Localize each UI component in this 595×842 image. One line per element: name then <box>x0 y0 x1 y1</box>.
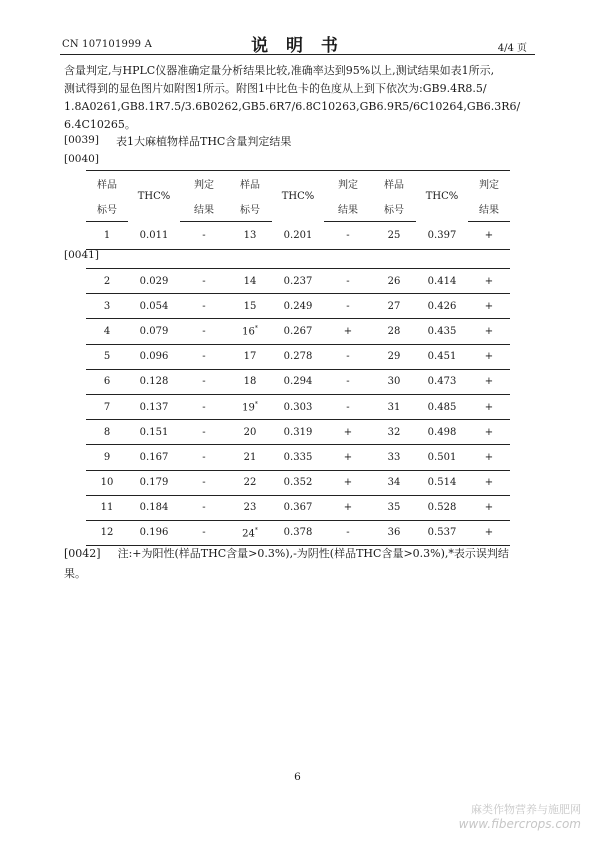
header-result: 结果 <box>468 196 510 222</box>
table-cell: 0.267 <box>272 319 324 344</box>
table-cell: - <box>324 269 372 294</box>
note-text: 果。 <box>64 567 86 580</box>
table-cell: 0.498 <box>416 420 468 445</box>
table-caption: 表1大麻植物样品THC含量判定结果 <box>116 135 292 148</box>
table-cell: 30 <box>372 369 416 394</box>
page-number: 6 <box>294 771 301 783</box>
table-cell: 0.294 <box>272 369 324 394</box>
table-cell: - <box>324 369 372 394</box>
header-sample-no: 标号 <box>86 196 128 222</box>
header-sample-no: 样品 <box>97 180 117 191</box>
header-sample-no: 样品 <box>240 180 260 191</box>
table-cell: 0.303 <box>272 394 324 419</box>
table-cell: 10 <box>86 470 128 495</box>
table-cell: + <box>468 420 510 445</box>
misjudged-marker: * <box>254 526 258 534</box>
table-cell: 18 <box>228 369 272 394</box>
table-row <box>86 394 510 419</box>
table-cell: + <box>468 319 510 344</box>
header-result: 结果 <box>324 196 372 222</box>
table-cell: - <box>324 344 372 369</box>
header-sample-no: 标号 <box>228 196 272 222</box>
table-row <box>86 294 510 319</box>
table-cell: 36 <box>372 520 416 545</box>
body-paragraph <box>64 62 534 134</box>
table-cell: 0.151 <box>128 420 180 445</box>
table-row <box>86 344 510 369</box>
table-cell: 11 <box>86 495 128 520</box>
table-cell: - <box>324 394 372 419</box>
table-cell: 20 <box>228 420 272 445</box>
header-result: 判定 <box>338 180 358 191</box>
table-cell: 0.196 <box>128 520 180 545</box>
table-row <box>86 222 510 250</box>
table-cell: 0.128 <box>128 369 180 394</box>
table-cell: + <box>324 495 372 520</box>
table-cell: 19* <box>228 394 272 419</box>
table-cell: 13 <box>243 230 257 241</box>
patent-number: CN 107101999 A <box>62 39 153 50</box>
table-cell: + <box>324 470 372 495</box>
paragraph-tag-0039: [0039] <box>64 134 99 146</box>
table-cell: 0.137 <box>128 394 180 419</box>
table-cell: 0.079 <box>128 319 180 344</box>
table-cell: 0.514 <box>416 470 468 495</box>
header-result: 判定 <box>479 180 499 191</box>
paragraph-line: 6.4C10265。 <box>64 118 136 131</box>
table-cell: 9 <box>86 445 128 470</box>
table-cell: 0.435 <box>416 319 468 344</box>
table-cell: 21 <box>228 445 272 470</box>
table-cell: 26 <box>372 269 416 294</box>
table-cell: - <box>180 445 228 470</box>
table-cell: 14 <box>228 269 272 294</box>
header-result: 判定 <box>194 180 214 191</box>
table-cell: + <box>324 319 372 344</box>
paragraph-tag-0040: [0040] <box>64 153 99 165</box>
table-cell: - <box>180 495 228 520</box>
table-cell: 31 <box>372 394 416 419</box>
table-row <box>86 445 510 470</box>
header-thc: THC% <box>281 190 315 202</box>
watermark <box>459 802 581 832</box>
table-cell: + <box>324 420 372 445</box>
table-cell: 35 <box>372 495 416 520</box>
table-cell: 15 <box>228 294 272 319</box>
table-cell: 32 <box>372 420 416 445</box>
header-thc: THC% <box>137 190 171 202</box>
table-cell: - <box>202 230 206 241</box>
misjudged-marker: * <box>254 400 258 408</box>
table-cell: 0.352 <box>272 470 324 495</box>
table-cell: 6 <box>86 369 128 394</box>
table-cell: - <box>180 319 228 344</box>
table-cell: + <box>468 269 510 294</box>
table-cell: + <box>468 344 510 369</box>
header-sample-no: 样品 <box>384 180 404 191</box>
table-cell: 0.179 <box>128 470 180 495</box>
table-cell: 0.528 <box>416 495 468 520</box>
table-cell: - <box>180 394 228 419</box>
table-cell: 0.011 <box>139 229 169 241</box>
watermark-site-name: 麻类作物营养与施肥网 <box>471 803 581 816</box>
table-cell: 8 <box>86 420 128 445</box>
document-title: 说 明 书 <box>251 36 344 56</box>
table-cell: 0.184 <box>128 495 180 520</box>
table-cell: 34 <box>372 470 416 495</box>
table-cell: - <box>180 520 228 545</box>
table-cell: - <box>346 230 350 241</box>
table-cell: 25 <box>387 230 401 241</box>
table-cell: 0.426 <box>416 294 468 319</box>
table-cell: + <box>468 470 510 495</box>
table-cell: 16* <box>228 319 272 344</box>
table-cell: 28 <box>372 319 416 344</box>
misjudged-marker: * <box>254 325 258 333</box>
table-cell: 0.096 <box>128 344 180 369</box>
table-cell: 0.237 <box>272 269 324 294</box>
table-cell: - <box>324 294 372 319</box>
table-cell: - <box>180 470 228 495</box>
table-cell: 24* <box>228 520 272 545</box>
table-cell: 0.397 <box>427 229 457 241</box>
table-cell: 17 <box>228 344 272 369</box>
table-cell: + <box>468 394 510 419</box>
results-table-continued <box>86 268 510 546</box>
results-table-head <box>86 170 510 250</box>
header-sample-no: 标号 <box>372 196 416 222</box>
table-header-row <box>86 171 510 197</box>
table-cell: 7 <box>86 394 128 419</box>
table-cell: 33 <box>372 445 416 470</box>
table-cell: + <box>468 495 510 520</box>
table-cell: 0.201 <box>283 229 313 241</box>
table-cell: 27 <box>372 294 416 319</box>
table-cell: - <box>180 344 228 369</box>
table-cell: 29 <box>372 344 416 369</box>
table-cell: 2 <box>86 269 128 294</box>
table-cell: 0.167 <box>128 445 180 470</box>
table-cell: - <box>180 420 228 445</box>
table-cell: 23 <box>228 495 272 520</box>
table-cell: 0.249 <box>272 294 324 319</box>
paragraph-line: 测试得到的显色图片如附图1所示。附图1中比色卡的色度从上到下依次为:GB9.4R8.5/ <box>64 82 487 95</box>
table-row <box>86 369 510 394</box>
table-row <box>86 269 510 294</box>
table-cell: 0.029 <box>128 269 180 294</box>
table-cell: 5 <box>86 344 128 369</box>
table-cell: 0.451 <box>416 344 468 369</box>
table-row <box>86 319 510 344</box>
table-row <box>86 470 510 495</box>
table-cell: 0.414 <box>416 269 468 294</box>
table-cell: 0.367 <box>272 495 324 520</box>
table-cell: 0.319 <box>272 420 324 445</box>
header-result: 结果 <box>180 196 228 222</box>
table-cell: + <box>468 520 510 545</box>
table-cell: 0.278 <box>272 344 324 369</box>
table-cell: 12 <box>86 520 128 545</box>
table-cell: 0.473 <box>416 369 468 394</box>
table-cell: + <box>468 445 510 470</box>
paragraph-line: 含量判定,与HPLC仪器准确定量分析结果比较,准确率达到95%以上,测试结果如表1所示, <box>64 64 495 77</box>
table-cell: - <box>180 269 228 294</box>
table-row <box>86 495 510 520</box>
table-cell: 0.054 <box>128 294 180 319</box>
table-cell: - <box>180 294 228 319</box>
paragraph-tag-0042: [0042] <box>64 547 101 560</box>
table-cell: 3 <box>86 294 128 319</box>
table-cell: 0.501 <box>416 445 468 470</box>
table-cell: 1 <box>103 230 111 241</box>
note-text: 注:+为阳性(样品THC含量>0.3%),-为阴性(样品THC含量>0.3%),*表示误判结 <box>117 547 509 560</box>
table-cell: + <box>324 445 372 470</box>
table-cell: 4 <box>86 319 128 344</box>
table-cell: 0.335 <box>272 445 324 470</box>
watermark-url: www.fibercrops.com <box>458 817 581 831</box>
table-cell: - <box>180 369 228 394</box>
table-row <box>86 420 510 445</box>
table-cell: 0.537 <box>416 520 468 545</box>
paragraph-line: 1.8A0261,GB8.1R7.5/3.6B0262,GB5.6R7/6.8C10263,GB6.9R5/6C10264,GB6.3R6/ <box>64 100 521 113</box>
table-cell: 0.485 <box>416 394 468 419</box>
header-rule <box>60 54 535 55</box>
table-cell: + <box>484 230 494 241</box>
header-thc: THC% <box>425 190 459 202</box>
table-row <box>86 520 510 545</box>
table-cell: 0.378 <box>272 520 324 545</box>
page-indicator: 4/4 页 <box>497 43 527 54</box>
paragraph-tag-0041: [0041] <box>64 249 99 261</box>
table-note <box>64 544 509 584</box>
table-cell: + <box>468 294 510 319</box>
table-cell: - <box>324 520 372 545</box>
table-cell: + <box>468 369 510 394</box>
table-cell: 22 <box>228 470 272 495</box>
